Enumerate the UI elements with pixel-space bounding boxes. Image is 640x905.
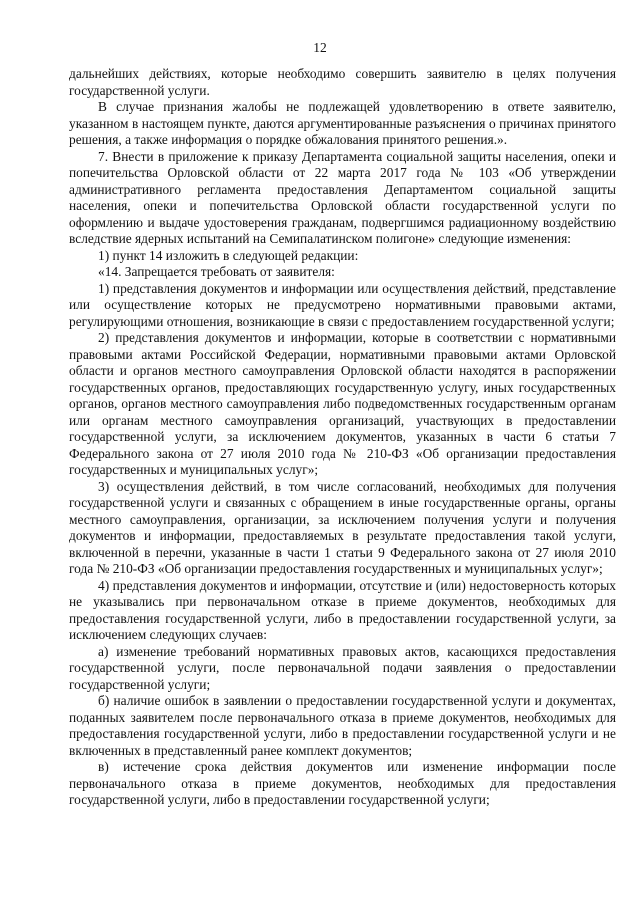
document-body [69, 66, 616, 809]
paragraph-case-b: б) наличие ошибок в заявлении о предоставлении государственной услуги и документах, поданных заявителем после первоначального отказа в приеме документов, необходимых для предоставления государственной услуги, либо в предоставлении государственной услуги и не включенных в представленный ранее комплект документов; [69, 693, 616, 758]
paragraph-complaint-rejection: В случае признания жалобы не подлежащей удовлетворению в ответе заявителю, указанном в настоящем пункте, даются аргументированные разъяснения о причинах принятого решения, а также информация о порядке обжалования принятого решения.». [69, 99, 616, 147]
paragraph-subitem-3: 3) осуществления действий, в том числе согласований, необходимых для получения государственной услуги и связанных с обращением в иные государственные органы, органы местного самоуправления, организации, за исключением получения услуги и получения документов и информации, предоставляемых в результате предоставления такой услуги, включенной в перечни, указанные в части 1 статьи 9 Федерального закона от 27 июля 2010 года № 210-ФЗ «Об организации предоставления государственных и муниципальных услуг»; [69, 478, 616, 576]
paragraph-case-c: в) истечение срока действия документов или изменение информации после первоначального отказа в приеме документов, необходимых для предоставления государственной услуги, либо в предоставлении государственной услуги; [69, 759, 616, 807]
paragraph-subitem-4: 4) представления документов и информации, отсутствие и (или) недостоверность которых не указывались при первоначальном отказе в приеме документов, необходимых для предоставления государственной услуги, либо в предоставлении государственной услуги, за исключением следующих случаев: [69, 577, 616, 642]
paragraph-point-14-intro: 1) пункт 14 изложить в следующей редакции: [98, 247, 359, 263]
paragraph-continuation: дальнейших действиях, которые необходимо совершить заявителю в целях получения государственной услуги. [69, 66, 616, 98]
page-number: 12 [313, 40, 327, 55]
paragraph-item-7: 7. Внести в приложение к приказу Департамента социальной защиты населения, опеки и попечительства Орловской области от 22 марта 2017 года № 103 «Об утверждении административного регламента предоставления Департаментом социальной защиты населения, опеки и попечительства Орловской области государственной услуги по оформлению и выдаче удостоверения гражданам, подвергшимся радиационному воздействию вследствие ядерных испытаний на Семипалатинском полигоне» следующие изменения: [69, 148, 616, 246]
paragraph-subitem-2: 2) представления документов и информации, которые в соответствии с нормативными правовыми актами Российской Федерации, нормативными правовыми актами Орловской области и органов местного самоуправления Орловской области находятся в распоряжении государственных органов, предоставляющих государственную услугу, иных государственных органов, органов местного самоуправления либо подведомственных государственным органам или органам местного самоуправления организаций, участвующих в предоставлении государственной услуги, за исключением документов, указанных в части 6 статьи 7 Федерального закона от 27 июля 2010 года № 210-ФЗ «Об организации предоставления государственных и муниципальных услуг»; [69, 330, 616, 477]
paragraph-point-14-title: «14. Запрещается требовать от заявителя: [98, 264, 335, 279]
paragraph-case-a: а) изменение требований нормативных правовых актов, касающихся предоставления государственной услуги, после первоначальной подачи заявления о предоставлении государственной услуги; [69, 643, 616, 692]
paragraph-subitem-1: 1) представления документов и информации или осуществления действий, представление или осуществление которых не предусмотрено нормативными правовыми актами, регулирующими отношения, возникающие в связи с предоставлением государственной услуги; [69, 280, 616, 329]
